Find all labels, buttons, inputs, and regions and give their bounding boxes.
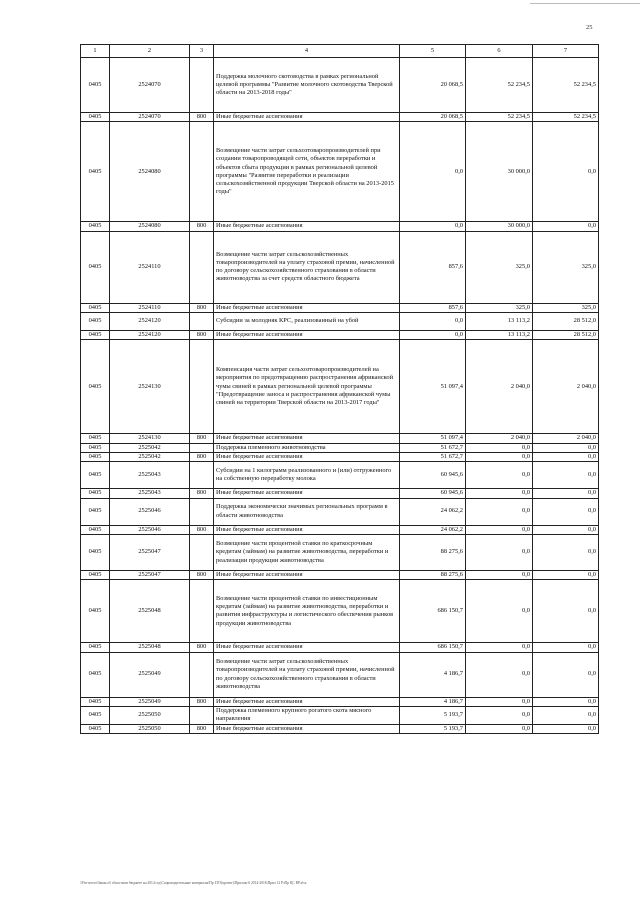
table-row: [81, 303, 599, 312]
article-code-cell: 2524130: [110, 434, 190, 443]
table-row: [81, 706, 599, 724]
expense-type-cell: [190, 462, 214, 489]
article-code-cell: 2524130: [110, 340, 190, 434]
amount-2014-cell: 0,0: [400, 330, 466, 339]
item-name-cell: Иные бюджетные ассигнования: [214, 452, 400, 461]
expense-type-cell: 800: [190, 330, 214, 339]
section-code-cell: 0405: [81, 498, 110, 525]
header-row: [81, 45, 599, 58]
expense-type-cell: [190, 122, 214, 222]
expense-type-cell: 800: [190, 452, 214, 461]
section-code-cell: 0405: [81, 231, 110, 303]
amount-2014-cell: 4 186,7: [400, 652, 466, 697]
article-code-cell: 2525049: [110, 652, 190, 697]
amount-2016-cell: 0,0: [533, 580, 599, 643]
section-code-cell: 0405: [81, 434, 110, 443]
amount-2016-cell: 0,0: [533, 462, 599, 489]
expense-type-cell: [190, 58, 214, 113]
article-code-cell: 2525046: [110, 498, 190, 525]
amount-2014-cell: 51 672,7: [400, 443, 466, 452]
section-code-cell: 0405: [81, 113, 110, 122]
section-code-cell: 0405: [81, 222, 110, 231]
amount-2014-cell: 5 193,7: [400, 706, 466, 724]
amount-2014-cell: 51 672,7: [400, 452, 466, 461]
expense-type-cell: [190, 534, 214, 570]
amount-2015-cell: 30 000,0: [466, 222, 533, 231]
article-code-cell: 2525048: [110, 580, 190, 643]
section-code-cell: 0405: [81, 534, 110, 570]
article-code-cell: 2524120: [110, 312, 190, 330]
item-name-cell: Возмещение части затрат сельскохозяйственных товаропроизводителей на уплату страховой премии, начисленной по договору сельскохозяйственного страхования в области животноводства за счет средств областного бюджета: [214, 231, 400, 303]
table-row: [81, 697, 599, 706]
amount-2015-cell: 2 040,0: [466, 434, 533, 443]
section-code-cell: 0405: [81, 452, 110, 461]
section-code-cell: 0405: [81, 643, 110, 652]
amount-2014-cell: 51 097,4: [400, 434, 466, 443]
expense-type-cell: 800: [190, 697, 214, 706]
amount-2014-cell: 24 062,2: [400, 498, 466, 525]
table-row: [81, 312, 599, 330]
table-row: [81, 724, 599, 733]
amount-2016-cell: 0,0: [533, 122, 599, 222]
header-cell: 3: [190, 45, 214, 58]
header-cell: 2: [110, 45, 190, 58]
table-row: [81, 534, 599, 570]
amount-2014-cell: 60 945,6: [400, 489, 466, 498]
table-row: [81, 498, 599, 525]
section-code-cell: 0405: [81, 525, 110, 534]
amount-2015-cell: 0,0: [466, 489, 533, 498]
table-row: [81, 434, 599, 443]
item-name-cell: Иные бюджетные ассигнования: [214, 525, 400, 534]
amount-2014-cell: 51 097,4: [400, 340, 466, 434]
section-code-cell: 0405: [81, 312, 110, 330]
item-name-cell: Компенсация части затрат сельхозтоваропроизводителей на мероприятия по предотвращению распространения африканской чумы свиней в рамках региональной целевой программы "Предотвращение заноса и распространения африканской чумы свиней на территории Тверской области на 2013-2017 годы": [214, 340, 400, 434]
amount-2016-cell: 0,0: [533, 570, 599, 579]
expense-type-cell: 800: [190, 434, 214, 443]
amount-2015-cell: 0,0: [466, 462, 533, 489]
amount-2014-cell: 0,0: [400, 222, 466, 231]
amount-2014-cell: 686 150,7: [400, 580, 466, 643]
table-row: [81, 570, 599, 579]
item-name-cell: Иные бюджетные ассигнования: [214, 330, 400, 339]
table-row: [81, 643, 599, 652]
amount-2014-cell: 4 186,7: [400, 697, 466, 706]
table-row: [81, 231, 599, 303]
item-name-cell: Субсидии на 1 килограмм реализованного и (или) отгруженного на собственную переработку молока: [214, 462, 400, 489]
item-name-cell: Возмещение части процентной ставки по инвестиционным кредитам (займам) на развитие животноводства, переработки и развития инфраструктуры и логистического обеспечения рынков продукции животноводства: [214, 580, 400, 643]
amount-2015-cell: 0,0: [466, 525, 533, 534]
table-row: [81, 652, 599, 697]
item-name-cell: Иные бюджетные ассигнования: [214, 643, 400, 652]
expense-type-cell: [190, 340, 214, 434]
table-row: [81, 525, 599, 534]
amount-2016-cell: 0,0: [533, 222, 599, 231]
table-row: [81, 58, 599, 113]
article-code-cell: 2525048: [110, 643, 190, 652]
amount-2015-cell: 0,0: [466, 443, 533, 452]
article-code-cell: 2525046: [110, 525, 190, 534]
amount-2016-cell: 0,0: [533, 652, 599, 697]
amount-2015-cell: 0,0: [466, 652, 533, 697]
expense-type-cell: [190, 443, 214, 452]
amount-2014-cell: 88 275,6: [400, 570, 466, 579]
article-code-cell: 2525047: [110, 570, 190, 579]
expense-type-cell: 800: [190, 489, 214, 498]
amount-2016-cell: 0,0: [533, 452, 599, 461]
amount-2016-cell: 0,0: [533, 489, 599, 498]
expense-type-cell: [190, 652, 214, 697]
amount-2015-cell: 0,0: [466, 534, 533, 570]
section-code-cell: 0405: [81, 303, 110, 312]
expense-type-cell: [190, 498, 214, 525]
article-code-cell: 2524080: [110, 222, 190, 231]
amount-2015-cell: 52 234,5: [466, 58, 533, 113]
amount-2016-cell: 2 040,0: [533, 340, 599, 434]
amount-2014-cell: 88 275,6: [400, 534, 466, 570]
amount-2016-cell: 0,0: [533, 724, 599, 733]
article-code-cell: 2525042: [110, 443, 190, 452]
table-row: [81, 113, 599, 122]
table-row: [81, 489, 599, 498]
item-name-cell: Поддержка племенного животноводства: [214, 443, 400, 452]
amount-2015-cell: 0,0: [466, 643, 533, 652]
item-name-cell: Иные бюджетные ассигнования: [214, 222, 400, 231]
amount-2015-cell: 13 113,2: [466, 330, 533, 339]
table-row: [81, 443, 599, 452]
item-name-cell: Возмещение части затрат сельскохозяйственных товаропроизводителей на уплату страховой премии, начисленной по договору сельскохозяйственного страхования в области животноводства: [214, 652, 400, 697]
amount-2015-cell: 0,0: [466, 452, 533, 461]
section-code-cell: 0405: [81, 443, 110, 452]
amount-2016-cell: 325,0: [533, 303, 599, 312]
article-code-cell: 2525042: [110, 452, 190, 461]
amount-2014-cell: 857,6: [400, 303, 466, 312]
expense-type-cell: 800: [190, 113, 214, 122]
table-row: [81, 122, 599, 222]
section-code-cell: 0405: [81, 330, 110, 339]
amount-2014-cell: 20 068,5: [400, 113, 466, 122]
section-code-cell: 0405: [81, 122, 110, 222]
amount-2015-cell: 0,0: [466, 706, 533, 724]
amount-2016-cell: 0,0: [533, 498, 599, 525]
item-name-cell: Поддержка племенного крупного рогатого скота мясного направления: [214, 706, 400, 724]
header-cell: 7: [533, 45, 599, 58]
expense-type-cell: [190, 706, 214, 724]
amount-2016-cell: 28 512,0: [533, 330, 599, 339]
article-code-cell: 2525047: [110, 534, 190, 570]
expense-type-cell: [190, 312, 214, 330]
amount-2016-cell: 0,0: [533, 706, 599, 724]
article-code-cell: 2524070: [110, 58, 190, 113]
item-name-cell: Поддержка экономически значимых региональных программ в области животноводства: [214, 498, 400, 525]
amount-2015-cell: 30 000,0: [466, 122, 533, 222]
section-code-cell: 0405: [81, 340, 110, 434]
amount-2015-cell: 0,0: [466, 724, 533, 733]
expense-type-cell: 800: [190, 303, 214, 312]
header-cell: 6: [466, 45, 533, 58]
table-row: [81, 580, 599, 643]
table-row: [81, 222, 599, 231]
article-code-cell: 2524110: [110, 303, 190, 312]
expense-type-cell: [190, 580, 214, 643]
expense-type-cell: 800: [190, 724, 214, 733]
amount-2016-cell: 0,0: [533, 525, 599, 534]
article-code-cell: 2525050: [110, 724, 190, 733]
amount-2016-cell: 28 512,0: [533, 312, 599, 330]
item-name-cell: Иные бюджетные ассигнования: [214, 434, 400, 443]
article-code-cell: 2525043: [110, 462, 190, 489]
item-name-cell: Иные бюджетные ассигнования: [214, 570, 400, 579]
item-name-cell: Возмещение части процентной ставки по краткосрочным кредитам (займам) на развитие животноводства, переработки и реализации продукции животноводства: [214, 534, 400, 570]
amount-2015-cell: 13 113,2: [466, 312, 533, 330]
article-code-cell: 2525043: [110, 489, 190, 498]
header-cell: 1: [81, 45, 110, 58]
section-code-cell: 0405: [81, 697, 110, 706]
amount-2015-cell: 325,0: [466, 303, 533, 312]
amount-2014-cell: 24 062,2: [400, 525, 466, 534]
article-code-cell: 2524110: [110, 231, 190, 303]
amount-2016-cell: 0,0: [533, 697, 599, 706]
expense-type-cell: 800: [190, 643, 214, 652]
expense-type-cell: 800: [190, 222, 214, 231]
amount-2014-cell: 0,0: [400, 312, 466, 330]
section-code-cell: 0405: [81, 489, 110, 498]
expense-type-cell: [190, 231, 214, 303]
expense-type-cell: 800: [190, 525, 214, 534]
item-name-cell: Иные бюджетные ассигнования: [214, 113, 400, 122]
item-name-cell: Субсидии за молодняк КРС, реализованный на убой: [214, 312, 400, 330]
amount-2015-cell: 0,0: [466, 697, 533, 706]
item-name-cell: Иные бюджетные ассигнования: [214, 489, 400, 498]
article-code-cell: 2525050: [110, 706, 190, 724]
amount-2016-cell: 325,0: [533, 231, 599, 303]
section-code-cell: 0405: [81, 580, 110, 643]
amount-2015-cell: 52 234,5: [466, 113, 533, 122]
expense-type-cell: 800: [190, 570, 214, 579]
table-row: [81, 452, 599, 461]
article-code-cell: 2524080: [110, 122, 190, 222]
item-name-cell: Иные бюджетные ассигнования: [214, 697, 400, 706]
item-name-cell: Возмещение части затрат сельхозтоваропроизводителей при создании товаропроводящей сети, объектов переработки и объектов сбыта продукции в рамках региональной целевой программы "Развитие переработки и реализации сельскохозяйственной продукции Тверской области на 2013-2015 годы": [214, 122, 400, 222]
amount-2014-cell: 20 068,5: [400, 58, 466, 113]
amount-2016-cell: 2 040,0: [533, 434, 599, 443]
table-row: [81, 462, 599, 489]
header-cell: 5: [400, 45, 466, 58]
table-row: [81, 340, 599, 434]
section-code-cell: 0405: [81, 652, 110, 697]
amount-2015-cell: 0,0: [466, 498, 533, 525]
page-number: 25: [586, 24, 593, 31]
amount-2014-cell: 5 193,7: [400, 724, 466, 733]
budget-table: [80, 44, 599, 734]
amount-2016-cell: 0,0: [533, 443, 599, 452]
section-code-cell: 0405: [81, 570, 110, 579]
article-code-cell: 2524070: [110, 113, 190, 122]
section-code-cell: 0405: [81, 462, 110, 489]
item-name-cell: Поддержка молочного скотоводства в рамках региональной целевой программы "Развитие молочного скотоводства Тверской области на 2013-2018 годы": [214, 58, 400, 113]
amount-2015-cell: 0,0: [466, 570, 533, 579]
item-name-cell: Иные бюджетные ассигнования: [214, 724, 400, 733]
top-rule: [530, 3, 640, 4]
article-code-cell: 2525049: [110, 697, 190, 706]
amount-2016-cell: 52 234,5: [533, 58, 599, 113]
section-code-cell: 0405: [81, 58, 110, 113]
amount-2015-cell: 0,0: [466, 580, 533, 643]
amount-2014-cell: 0,0: [400, 122, 466, 222]
amount-2014-cell: 686 150,7: [400, 643, 466, 652]
amount-2015-cell: 2 040,0: [466, 340, 533, 434]
section-code-cell: 0405: [81, 706, 110, 724]
amount-2016-cell: 0,0: [533, 643, 599, 652]
amount-2014-cell: 857,6: [400, 231, 466, 303]
table-row: [81, 330, 599, 339]
amount-2015-cell: 325,0: [466, 231, 533, 303]
header-cell: 4: [214, 45, 400, 58]
amount-2014-cell: 60 945,6: [400, 462, 466, 489]
amount-2016-cell: 0,0: [533, 534, 599, 570]
footer-file-path: \\Fin-server\Закон об областном бюджете на 2014 год\Сопроводительные материалы\Пр ЗТО(проект)\Прилож-6 2014-2016\Прил 12 РзПр ЦС ВР.xlsx: [80, 881, 307, 885]
amount-2016-cell: 52 234,5: [533, 113, 599, 122]
item-name-cell: Иные бюджетные ассигнования: [214, 303, 400, 312]
section-code-cell: 0405: [81, 724, 110, 733]
article-code-cell: 2524120: [110, 330, 190, 339]
